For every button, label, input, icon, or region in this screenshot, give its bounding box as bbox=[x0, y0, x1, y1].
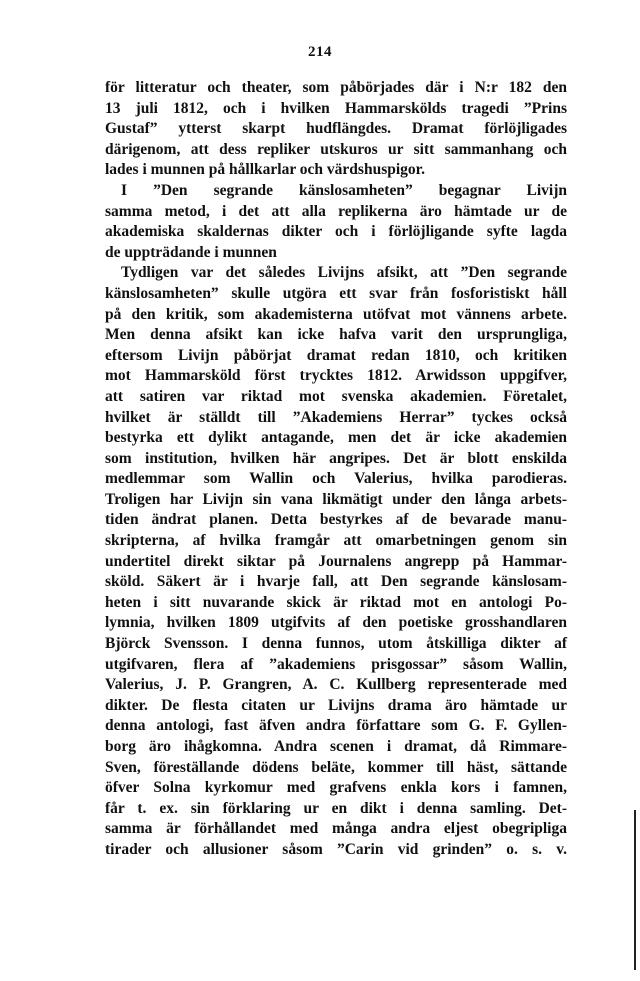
page-number: 214 bbox=[308, 44, 332, 60]
text-line: dikter. De flesta citaten ur Livijns drama äro hämtade ur bbox=[105, 696, 567, 714]
text-line: bestyrka ett dylikt antagande, men det är icke akademien bbox=[105, 429, 567, 447]
text-line: de uppträdande i munnen bbox=[105, 243, 277, 261]
text-line: heten i sitt nuvarande skick är riktad mot en antologi Po- bbox=[105, 593, 567, 611]
body-text bbox=[105, 78, 567, 861]
text-line: Troligen har Livijn sin vana likmätigt under den långa arbets- bbox=[105, 490, 567, 508]
text-line: samma är förhållandet med många andra eljest obegripliga bbox=[105, 820, 567, 838]
text-line: eftersom Livijn påbörjat dramat redan 1810, och kritiken bbox=[105, 346, 567, 364]
text-line: 13 juli 1812, och i hvilken Hammarskölds tragedi ”Prins bbox=[105, 99, 567, 117]
text-line: akademiska skaldernas dikter och i förlöjligande syfte lagda bbox=[105, 223, 567, 241]
text-line: medlemmar som Wallin och Valerius, hvilka parodieras. bbox=[105, 470, 567, 488]
text-line: Valerius, J. P. Grangren, A. C. Kullberg representerade med bbox=[105, 676, 567, 694]
text-line: utgifvaren, flera af ”akademiens prisgossar” såsom Wallin, bbox=[105, 655, 567, 673]
text-line: denna antologi, fast äfven andra författare som G. F. Gyllen- bbox=[105, 717, 567, 735]
text-line: tiden ändrat planen. Detta bestyrkes af de bevarade manu- bbox=[105, 511, 567, 529]
text-line: sköld. Säkert är i hvarje fall, att Den segrande känslosam- bbox=[105, 573, 567, 591]
text-line: Björck Svensson. I denna funnos, utom åtskilliga dikter af bbox=[105, 635, 567, 653]
text-line: mot Hammarsköld först trycktes 1812. Arwidsson uppgifver, bbox=[105, 367, 567, 385]
text-line: skripterna, af hvilka framgår att omarbetningen genom sin bbox=[105, 532, 567, 550]
text-line: på den kritik, som akademisterna utöfvat mot vännens arbete. bbox=[105, 305, 567, 323]
text-line: för litteratur och theater, som påbörjades där i N:r 182 den bbox=[105, 79, 567, 96]
text-line: att satiren var riktad mot svenska akademien. Företalet, bbox=[105, 387, 567, 405]
text-line: känslosamheten” skulle utgöra ett svar från fosforistiskt håll bbox=[105, 284, 567, 302]
text-line: som institution, hvilken här angripes. Det är blott enskilda bbox=[105, 449, 567, 467]
text-line: Gustaf” ytterst skarpt hudflängdes. Dramat förlöjligades bbox=[105, 120, 567, 138]
scan-edge-line bbox=[634, 810, 636, 970]
text-line: I ”Den segrande känslosamheten” begagnar Livijn bbox=[121, 181, 567, 199]
text-line: Tydligen var det således Livijns afsikt, att ”Den segrande bbox=[121, 264, 567, 282]
text-line: tirader och allusioner såsom ”Carin vid grinden” o. s. v. bbox=[105, 840, 567, 858]
text-line: öfver Solna kyrkomur med grafvens enkla kors i famnen, bbox=[105, 779, 567, 797]
text-line: därigenom, att dess repliker utskuros ur sitt sammanhang och bbox=[105, 140, 567, 158]
text-line: undertitel direkt siktar på Journalens angrepp på Hammar- bbox=[105, 552, 567, 570]
text-line: lades i munnen på hållkarlar och värdshuspigor. bbox=[105, 161, 425, 179]
text-line: får t. ex. sin förklaring ur en dikt i denna samling. Det- bbox=[105, 799, 567, 817]
text-line: hvilket är ställdt till ”Akademiens Herrar” tyckes också bbox=[105, 408, 567, 426]
text-line: borg äro ihågkomna. Andra scenen i dramat, då Rimmare- bbox=[105, 738, 567, 755]
text-line: Men denna afsikt kan icke hafva varit den ursprungliga, bbox=[105, 326, 567, 344]
text-line: lymnia, hvilken 1809 utgifvits af den poetiske grosshandlaren bbox=[105, 614, 567, 632]
text-line: Sven, föreställande dödens beläte, kommer till häst, sättande bbox=[105, 758, 567, 776]
text-line: samma metod, i det att alla replikerna äro hämtade ur de bbox=[105, 202, 567, 220]
